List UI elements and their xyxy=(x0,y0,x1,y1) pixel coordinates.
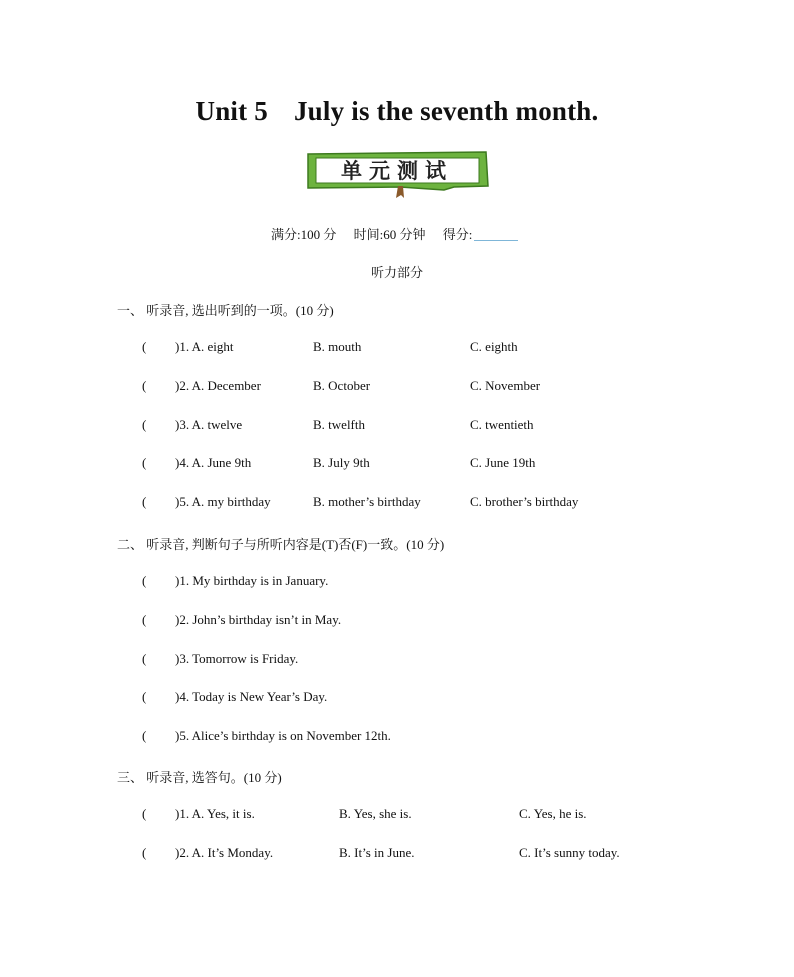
question-text: )4. A. June 9th xyxy=(175,455,252,471)
answer-blank[interactable]: ( xyxy=(142,494,147,510)
answer-blank[interactable]: ( xyxy=(142,455,147,471)
section-heading: 一、 听录音, 选出听到的一项。(10 分) xyxy=(117,303,334,318)
answer-blank[interactable]: ( xyxy=(142,416,147,432)
answer-blank[interactable]: ( xyxy=(142,728,147,744)
unit-title: July is the seventh month. xyxy=(293,96,599,126)
answer-blank[interactable]: ( xyxy=(142,806,147,821)
option-b: B. mother’s birthday xyxy=(313,494,421,510)
question-text: )3. Tomorrow is Friday. xyxy=(175,650,299,666)
answer-blank[interactable]: ( xyxy=(142,689,147,705)
question-text: )4. Today is New Year’s Day. xyxy=(175,689,328,705)
question-text: )5. A. my birthday xyxy=(175,494,271,510)
option-c: C. It’s sunny today. xyxy=(519,844,620,860)
option-c: C. twentieth xyxy=(470,416,534,432)
answer-blank[interactable]: ( xyxy=(142,844,147,860)
option-b: B. October xyxy=(313,377,371,393)
option-c: C. Yes, he is. xyxy=(519,806,587,821)
question-text: )1. A. Yes, it is. xyxy=(175,806,255,821)
time-limit: 时间:60 分钟 xyxy=(353,227,426,242)
option-c: C. June 19th xyxy=(470,455,536,471)
answer-blank[interactable]: ( xyxy=(142,339,147,354)
unit-label: Unit 5 xyxy=(195,96,268,126)
option-c: C. brother’s birthday xyxy=(470,494,579,510)
answer-blank[interactable]: ( xyxy=(142,573,147,588)
question-text: )1. My birthday is in January. xyxy=(175,573,329,588)
answer-blank[interactable]: ( xyxy=(142,650,147,666)
option-b: B. mouth xyxy=(313,339,362,354)
answer-blank[interactable]: ( xyxy=(142,377,147,393)
answer-blank[interactable]: ( xyxy=(142,611,147,627)
option-b: B. July 9th xyxy=(313,455,370,471)
full-marks: 满分:100 分 xyxy=(271,227,337,242)
part-heading: 听力部分 xyxy=(370,265,423,280)
option-c: C. November xyxy=(470,377,541,393)
option-b: B. twelfth xyxy=(313,416,365,432)
score-label: 得分: xyxy=(442,227,473,242)
page-title xyxy=(0,96,794,127)
question-text: )1. A. eight xyxy=(175,339,234,354)
section-heading: 二、 听录音, 判断句子与所听内容是(T)否(F)一致。(10 分) xyxy=(117,537,445,552)
question-text: )2. A. December xyxy=(175,377,261,393)
section-heading: 三、 听录音, 选答句。(10 分) xyxy=(117,770,282,785)
score-blank[interactable] xyxy=(474,240,518,241)
score-info xyxy=(271,224,532,243)
question-text: )2. A. It’s Monday. xyxy=(175,844,274,860)
option-c: C. eighth xyxy=(470,339,518,354)
option-b: B. Yes, she is. xyxy=(339,806,412,821)
question-text: )3. A. twelve xyxy=(175,416,243,432)
banner-label: 单元测试 xyxy=(341,159,453,183)
option-b: B. It’s in June. xyxy=(339,844,415,860)
unit-test-banner xyxy=(304,150,490,200)
question-text: )2. John’s birthday isn’t in May. xyxy=(175,611,342,627)
question-text: )5. Alice’s birthday is on November 12th. xyxy=(175,728,391,744)
